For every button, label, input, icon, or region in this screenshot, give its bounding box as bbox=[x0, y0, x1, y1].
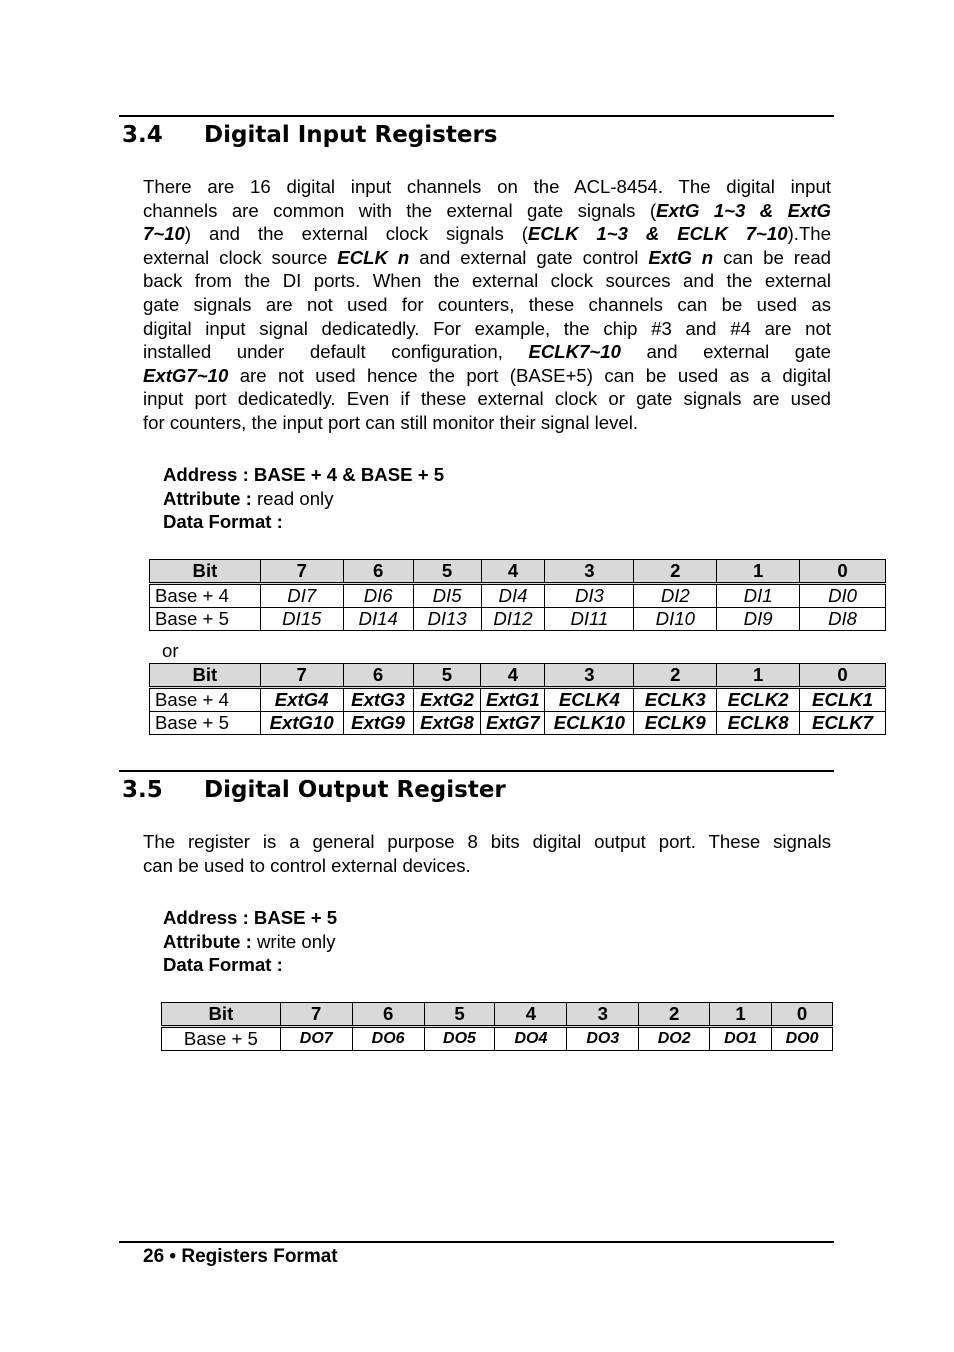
section-number: 3.4 bbox=[122, 122, 163, 148]
bit-cell: DI7 bbox=[260, 584, 343, 608]
bit-cell: ECLK7 bbox=[800, 712, 886, 735]
register-table-di bbox=[149, 559, 886, 631]
header-cell: 5 bbox=[413, 664, 481, 688]
header-cell: 5 bbox=[424, 1003, 495, 1027]
bit-cell: ExtG7 bbox=[481, 712, 545, 735]
header-cell: Bit bbox=[162, 1003, 281, 1027]
bit-cell: DI9 bbox=[717, 608, 800, 631]
table-row bbox=[162, 1027, 833, 1051]
paragraph-line: can be used to control external devices. bbox=[143, 854, 471, 876]
bit-cell: DI1 bbox=[717, 584, 800, 608]
bit-cell: ExtG1 bbox=[481, 688, 545, 712]
table-header-row bbox=[150, 664, 886, 688]
header-cell: 3 bbox=[545, 664, 634, 688]
header-cell: 3 bbox=[567, 1003, 639, 1027]
bit-cell: ExtG2 bbox=[413, 688, 481, 712]
data-format-label: Data Format : bbox=[163, 954, 283, 976]
paragraph-line: installed under default configuration, ECLK7~10 and external gate bbox=[143, 341, 831, 363]
paragraph-line: input port dedicatedly. Even if these external clock or gate signals are used bbox=[143, 388, 831, 410]
paragraph-line: external clock source ECLK n and external gate control ExtG n can be read bbox=[143, 246, 832, 268]
bit-cell: ECLK4 bbox=[545, 688, 634, 712]
section-title: Digital Output Register bbox=[204, 777, 506, 803]
section-rule bbox=[119, 770, 834, 772]
page-footer: 26 • Registers Format bbox=[143, 1246, 338, 1267]
header-cell: 1 bbox=[710, 1003, 772, 1027]
register-table-do bbox=[161, 1002, 833, 1051]
header-cell: 4 bbox=[481, 664, 545, 688]
section-heading bbox=[122, 122, 497, 148]
bit-cell: DI0 bbox=[800, 584, 886, 608]
bit-cell: DO7 bbox=[280, 1027, 352, 1051]
header-cell: 3 bbox=[545, 560, 634, 584]
attribute-value: write only bbox=[251, 930, 336, 952]
bit-cell: DI6 bbox=[343, 584, 413, 608]
paragraph-line: There are 16 digital input channels on the ACL-8454. The digital input bbox=[143, 176, 831, 197]
header-cell: 2 bbox=[634, 560, 717, 584]
bit-cell: DO3 bbox=[567, 1027, 639, 1051]
bit-cell: DO4 bbox=[495, 1027, 567, 1051]
section-title: Digital Input Registers bbox=[204, 122, 498, 148]
paragraph-line: 7~10) and the external clock signals (ECLK 1~3 & ECLK 7~10).The bbox=[143, 223, 831, 245]
section-rule bbox=[119, 115, 834, 117]
bit-cell: ECLK1 bbox=[800, 688, 886, 712]
bit-cell: DO5 bbox=[424, 1027, 495, 1051]
table-row bbox=[150, 608, 886, 631]
bit-cell: ExtG4 bbox=[260, 688, 343, 712]
bit-cell: ECLK2 bbox=[717, 688, 800, 712]
bit-cell: DI2 bbox=[634, 584, 717, 608]
paragraph-line: gate signals are not used for counters, these channels can be used as bbox=[143, 293, 831, 315]
section-number: 3.5 bbox=[122, 777, 163, 803]
header-cell: 2 bbox=[639, 1003, 710, 1027]
paragraph-line: The register is a general purpose 8 bits digital output port. These signals bbox=[143, 831, 831, 852]
header-cell: Bit bbox=[150, 664, 261, 688]
header-cell: 0 bbox=[772, 1003, 833, 1027]
header-cell: 7 bbox=[280, 1003, 352, 1027]
bit-cell: ECLK8 bbox=[717, 712, 800, 735]
header-cell: 7 bbox=[260, 560, 343, 584]
bit-cell: DO1 bbox=[710, 1027, 772, 1051]
header-cell: 7 bbox=[260, 664, 343, 688]
bit-cell: DI4 bbox=[481, 584, 545, 608]
row-label: Base + 4 bbox=[150, 688, 261, 712]
header-cell: 6 bbox=[343, 664, 413, 688]
header-cell: 6 bbox=[343, 560, 413, 584]
data-format-label: Data Format : bbox=[163, 511, 283, 533]
paragraph-line: back from the DI ports. When the external clock sources and the external bbox=[143, 270, 831, 292]
header-cell: Bit bbox=[150, 560, 261, 584]
paragraph-line: for counters, the input port can still monitor their signal level. bbox=[143, 411, 639, 433]
table-row bbox=[150, 712, 886, 735]
bit-cell: DI3 bbox=[545, 584, 634, 608]
bit-cell: DO6 bbox=[352, 1027, 424, 1051]
bit-cell: ECLK3 bbox=[634, 688, 717, 712]
header-cell: 0 bbox=[800, 664, 886, 688]
bit-cell: DI14 bbox=[343, 608, 413, 631]
address-label: Address : BASE + 5 bbox=[163, 907, 338, 928]
header-cell: 2 bbox=[634, 664, 717, 688]
row-label: Base + 5 bbox=[150, 712, 261, 735]
bit-cell: DI13 bbox=[413, 608, 481, 631]
or-label: or bbox=[162, 640, 179, 661]
bit-cell: ExtG8 bbox=[413, 712, 481, 735]
attribute-label: Attribute : bbox=[163, 930, 252, 952]
table-header-row bbox=[162, 1003, 833, 1027]
paragraph-line: ExtG7~10 are not used hence the port (BASE+5) can be used as a digital bbox=[143, 364, 831, 386]
paragraph-line: channels are common with the external gate signals (ExtG 1~3 & ExtG bbox=[143, 199, 831, 221]
register-attributes bbox=[163, 906, 337, 977]
bit-cell: DI15 bbox=[260, 608, 343, 631]
table-row bbox=[150, 584, 886, 608]
header-cell: 1 bbox=[717, 664, 800, 688]
attribute-label: Attribute : bbox=[163, 487, 252, 509]
bit-cell: DI10 bbox=[634, 608, 717, 631]
row-label: Base + 4 bbox=[150, 584, 261, 608]
bit-cell: ExtG10 bbox=[260, 712, 343, 735]
address-label: Address : BASE + 4 & BASE + 5 bbox=[163, 464, 445, 485]
bit-cell: ExtG9 bbox=[343, 712, 413, 735]
bit-cell: DO0 bbox=[772, 1027, 833, 1051]
header-cell: 4 bbox=[481, 560, 545, 584]
table-header-row bbox=[150, 560, 886, 584]
register-attributes bbox=[163, 463, 444, 534]
bit-cell: DI8 bbox=[800, 608, 886, 631]
register-table-ext bbox=[149, 663, 886, 735]
header-cell: 6 bbox=[352, 1003, 424, 1027]
bit-cell: ExtG3 bbox=[343, 688, 413, 712]
table-row bbox=[150, 688, 886, 712]
bit-cell: ECLK9 bbox=[634, 712, 717, 735]
attribute-value: read only bbox=[251, 487, 334, 509]
bit-cell: DI11 bbox=[545, 608, 634, 631]
header-cell: 1 bbox=[717, 560, 800, 584]
header-cell: 0 bbox=[800, 560, 886, 584]
bit-cell: ECLK10 bbox=[545, 712, 634, 735]
section-paragraph bbox=[143, 830, 831, 877]
header-cell: 5 bbox=[413, 560, 481, 584]
section-heading bbox=[122, 777, 506, 803]
bit-cell: DI5 bbox=[413, 584, 481, 608]
paragraph-line: digital input signal dedicatedly. For example, the chip #3 and #4 are not bbox=[143, 317, 831, 339]
row-label: Base + 5 bbox=[162, 1027, 281, 1051]
bit-cell: DI12 bbox=[481, 608, 545, 631]
section-paragraph bbox=[143, 175, 831, 435]
footer-rule bbox=[119, 1241, 834, 1243]
row-label: Base + 5 bbox=[150, 608, 261, 631]
bit-cell: DO2 bbox=[639, 1027, 710, 1051]
header-cell: 4 bbox=[495, 1003, 567, 1027]
